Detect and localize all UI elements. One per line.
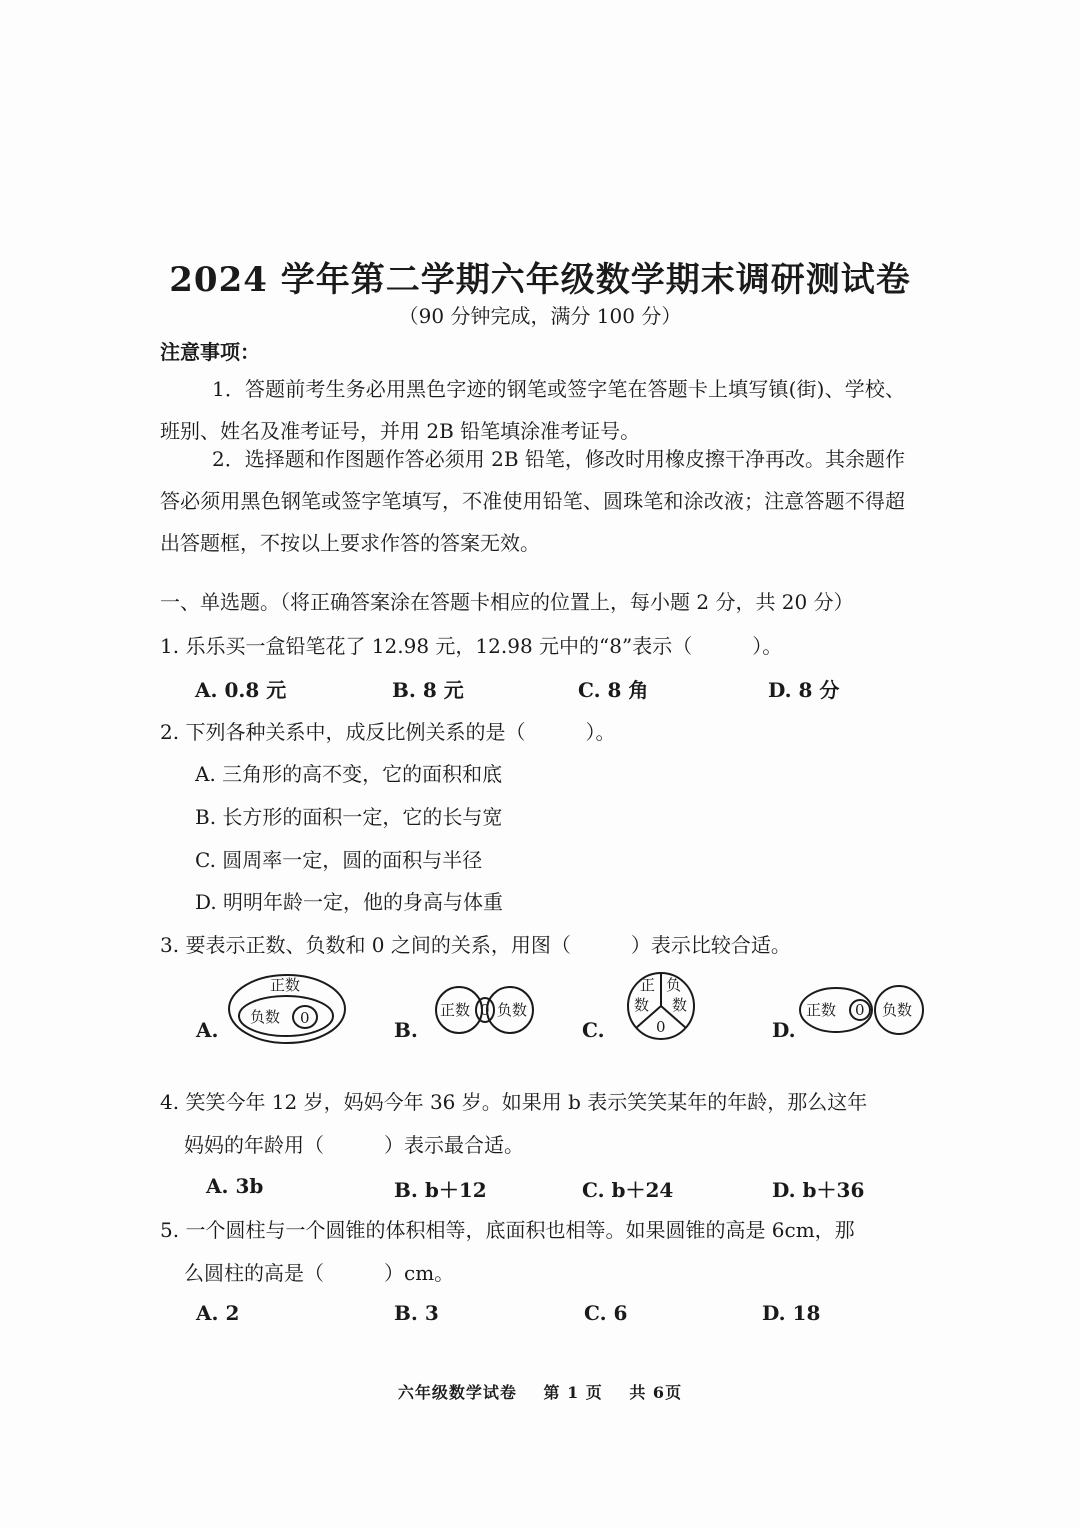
- page-footer: [0, 1380, 1080, 1403]
- footer-paper-name: 六年级数学试卷: [397, 1383, 517, 1402]
- note-item-1: 1．答题前考生务必用黑色字迹的钢笔或签字笔在答题卡上填写镇(街)、学校、班别、姓名及准考证号，并用 2B 铅笔填涂准考证号。: [160, 377, 905, 443]
- q3b-negative-text: 负数: [497, 1001, 528, 1019]
- question-3: 3. 要表示正数、负数和 0 之间的关系，用图（ ）表示比较合适。: [160, 933, 791, 957]
- section-heading-single-choice: 一、单选题。（将正确答案涂在答题卡相应的位置上，每小题 2 分，共 20 分）: [160, 590, 854, 614]
- q3-diagram-b: [428, 986, 542, 1036]
- q4-option-a: A. 3b: [206, 1174, 264, 1198]
- q2-option-c: C. 圆周率一定，圆的面积与半径: [195, 848, 483, 872]
- q3c-neg-char2: 数: [672, 996, 688, 1014]
- q3c-pos-char2: 数: [634, 996, 650, 1014]
- note-item-2: 2．选择题和作图题作答必须用 2B 铅笔，修改时用橡皮擦干净再改。其余题作答必须用黑色钢笔或签字笔填写，不准使用铅笔、圆珠笔和涂改液；注意答题不得超出答题框，不按以上要求作答的答案无效。: [160, 447, 905, 555]
- q3-label-d: D.: [772, 1018, 796, 1042]
- q1-option-b: B. 8 元: [392, 678, 464, 702]
- q3-label-b: B.: [394, 1018, 418, 1042]
- q3d-negative-text: 负数: [882, 1001, 913, 1019]
- notes-heading: 注意事项：: [160, 340, 260, 364]
- q2-option-b: B. 长方形的面积一定，它的长与宽: [195, 805, 503, 829]
- footer-page-number: 第 1 页: [543, 1383, 603, 1402]
- question-1: 1. 乐乐买一盒铅笔花了 12.98 元，12.98 元中的“8”表示（ ）。: [160, 634, 783, 658]
- q2-option-a: A. 三角形的高不变，它的面积和底: [195, 762, 503, 786]
- q3c-neg-char1: 负: [666, 976, 682, 994]
- footer-total-pages: 共 6页: [629, 1383, 683, 1402]
- q2-option-d: D. 明明年龄一定，他的身高与体重: [195, 890, 504, 914]
- q3b-positive-text: 正数: [440, 1001, 471, 1019]
- q1-option-d: D. 8 分: [768, 678, 840, 702]
- page-subtitle: （90 分钟完成，满分 100 分）: [398, 304, 682, 328]
- q4-option-c: C. b＋24: [582, 1178, 674, 1202]
- page-title: 2024 学年第二学期六年级数学期末调研测试卷: [169, 260, 911, 300]
- q5-option-b: B. 3: [394, 1301, 439, 1325]
- q3-diagram-d: [798, 986, 926, 1036]
- q3b-zero-text: 0: [480, 1001, 490, 1019]
- q3d-positive-text: 正数: [806, 1001, 837, 1019]
- q1-option-a: A. 0.8 元: [195, 678, 287, 702]
- q3-label-a: A.: [196, 1018, 219, 1042]
- q3d-zero-text: 0: [855, 1001, 865, 1019]
- q3c-pos-char1: 正: [640, 976, 656, 994]
- question-5-line-1: 5. 一个圆柱与一个圆锥的体积相等，底面积也相等。如果圆锥的高是 6cm，那: [160, 1218, 855, 1242]
- q5-option-d: D. 18: [762, 1301, 821, 1325]
- question-4-line-1: 4. 笑笑今年 12 岁，妈妈今年 36 岁。如果用 b 表示笑笑某年的年龄，那么这年: [160, 1090, 868, 1114]
- question-4-line-2: 妈妈的年龄用（ ）表示最合适。: [184, 1133, 524, 1157]
- question-5-line-2: 么圆柱的高是（ ）cm。: [184, 1261, 455, 1285]
- q3c-zero-text: 0: [656, 1018, 666, 1036]
- q3a-zero-text: 0: [300, 1009, 310, 1027]
- q3-diagram-a: [226, 972, 348, 1046]
- q5-option-a: A. 2: [196, 1301, 240, 1325]
- q3a-negative-text: 负数: [250, 1008, 281, 1026]
- q1-option-c: C. 8 角: [578, 678, 649, 702]
- question-2: 2. 下列各种关系中，成反比例关系的是（ ）。: [160, 720, 616, 744]
- q3a-positive-text: 正数: [270, 976, 301, 994]
- q4-option-d: D. b＋36: [772, 1178, 865, 1202]
- q3-label-c: C.: [582, 1018, 605, 1042]
- q5-option-c: C. 6: [584, 1301, 628, 1325]
- q3-diagram-c: [626, 970, 696, 1042]
- q4-option-b: B. b＋12: [394, 1178, 487, 1202]
